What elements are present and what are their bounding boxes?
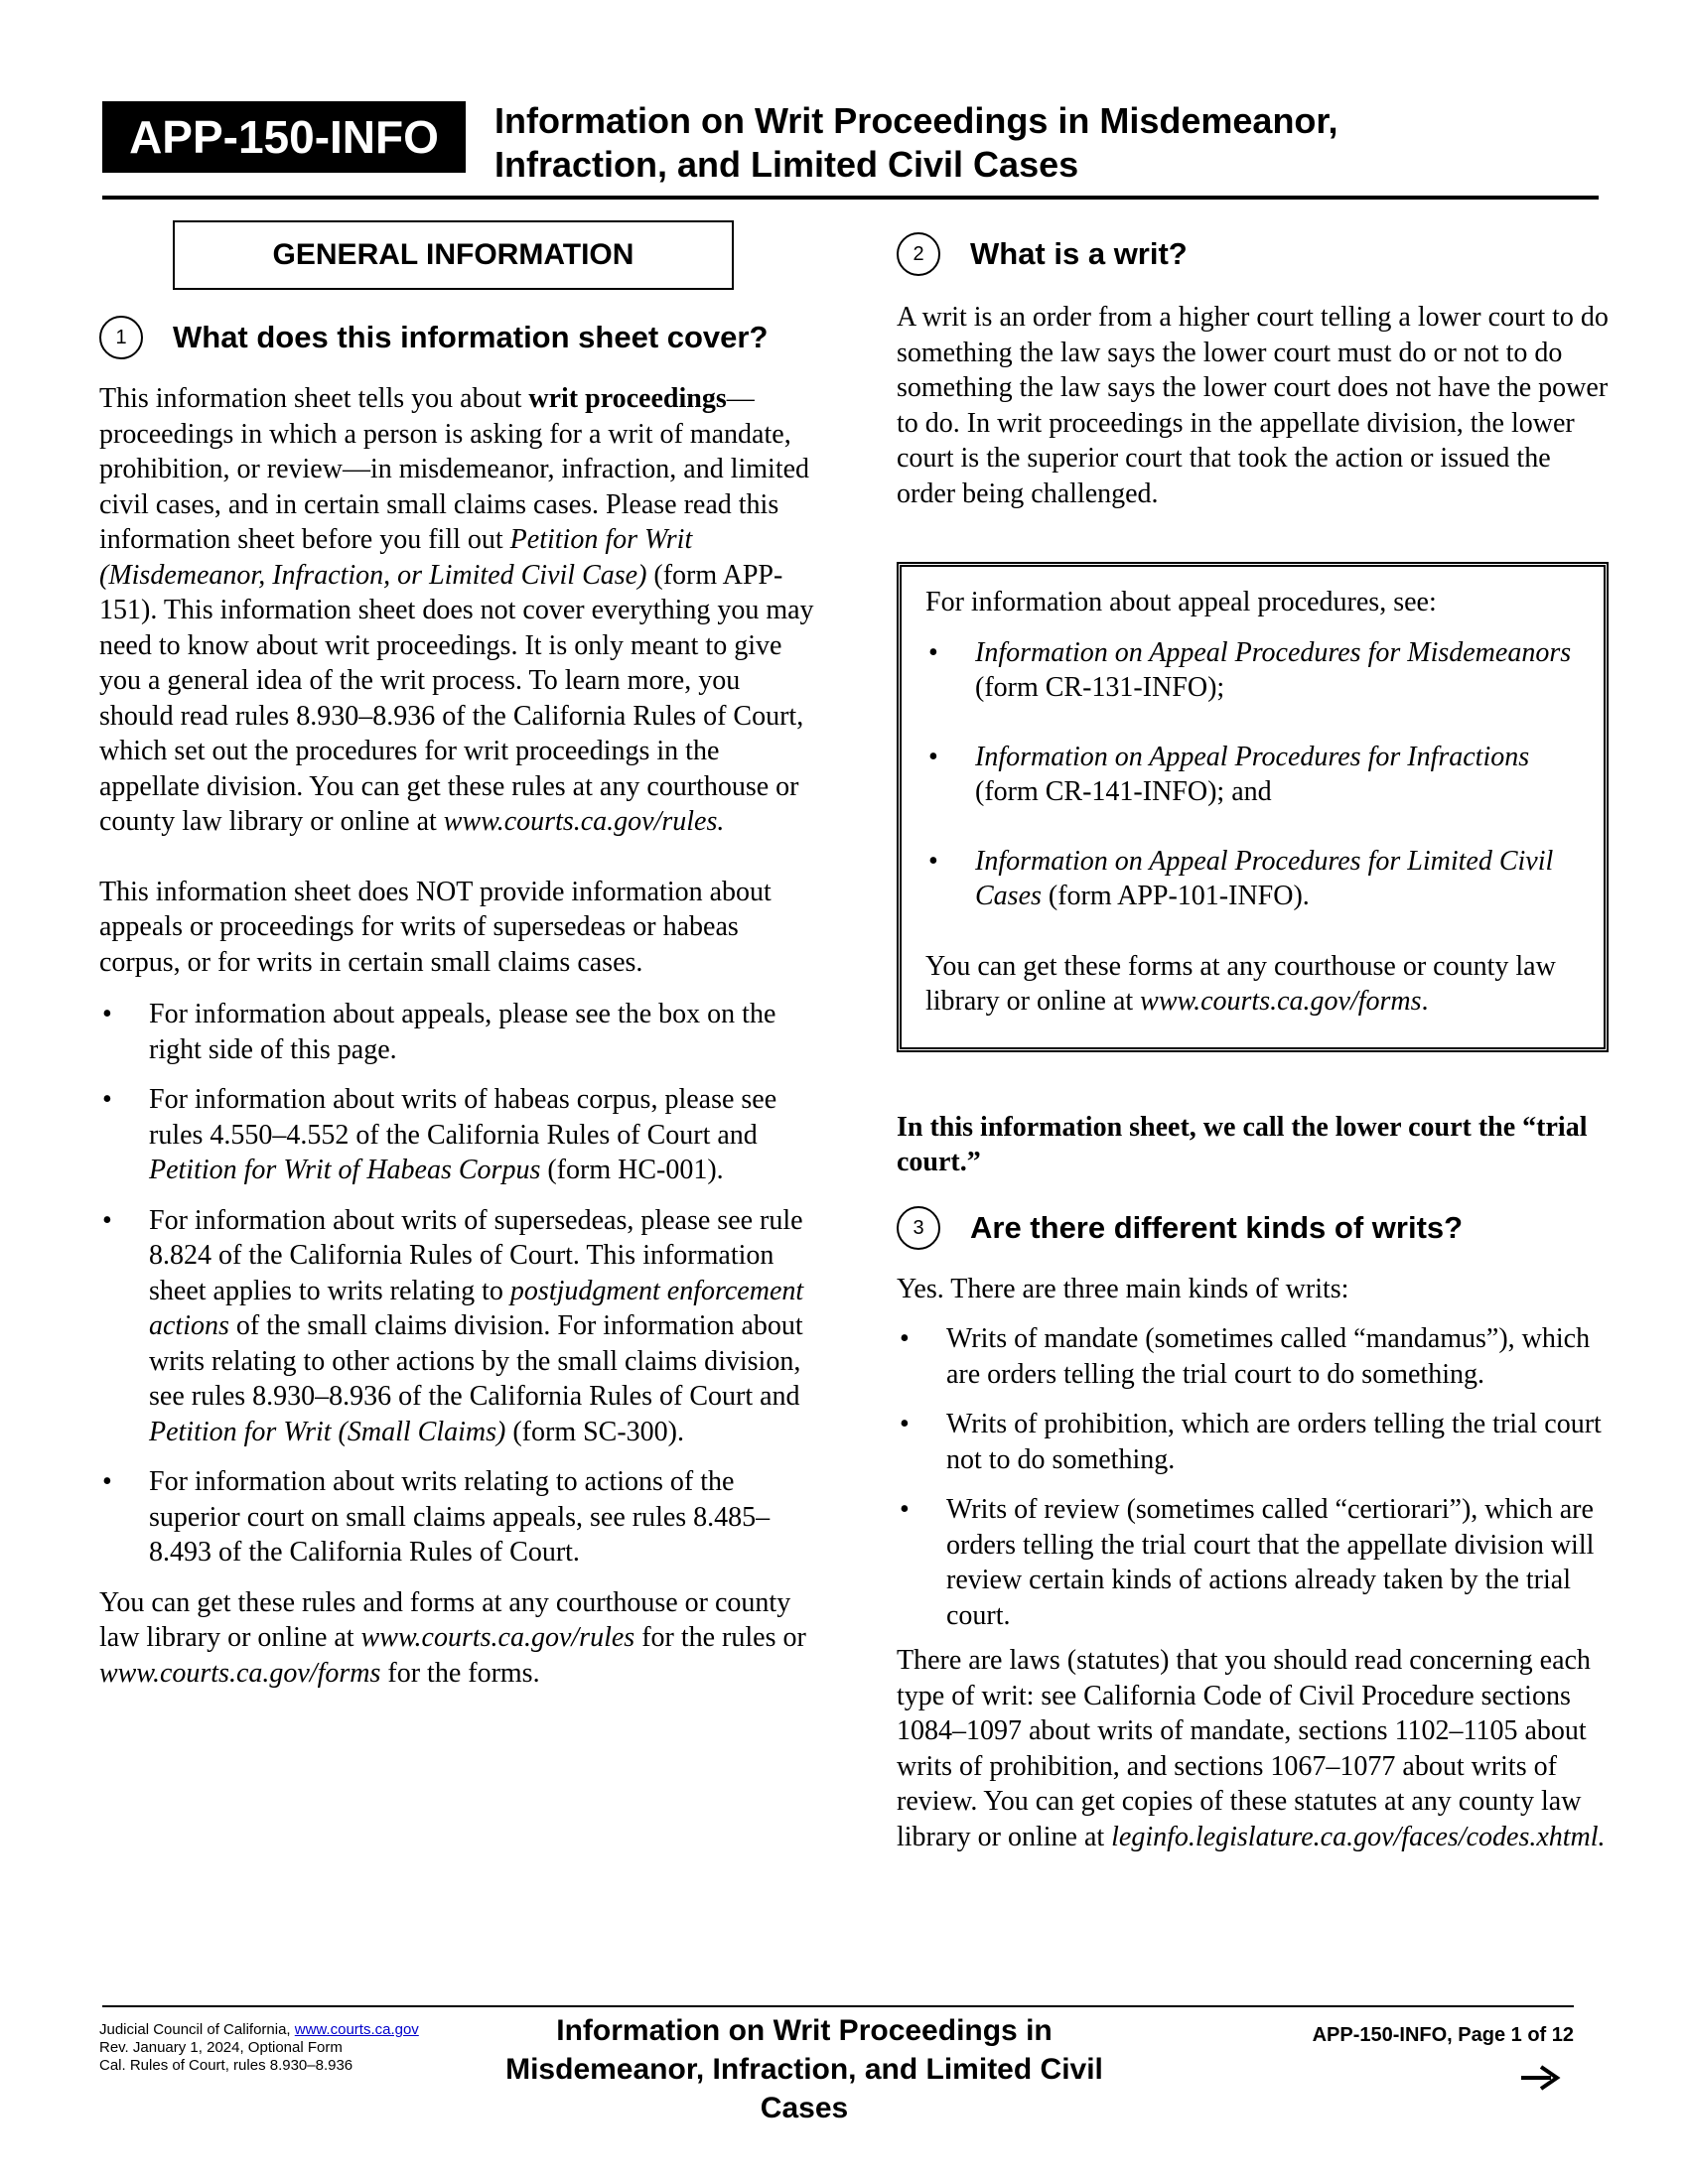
general-information-box: GENERAL INFORMATION bbox=[173, 220, 734, 290]
section-3-intro: Yes. There are three main kinds of writs: bbox=[897, 1273, 1349, 1304]
section-2-heading bbox=[897, 232, 1612, 276]
appeal-box-intro: For information about appeal procedures, see: bbox=[925, 587, 1437, 617]
section-3-number: 3 bbox=[897, 1206, 940, 1250]
left-column bbox=[99, 220, 814, 1691]
rules-link: www.courts.ca.gov/rules. bbox=[443, 806, 725, 837]
section-2-body bbox=[897, 300, 1612, 511]
section-1-paragraph-3: You can get these rules and forms at any courthouse or county law library or online at www.courts.ca.gov/rules for the rules or www.courts.ca.gov/forms for the forms. bbox=[99, 1586, 806, 1689]
right-column bbox=[897, 220, 1612, 1854]
list-item: • For information about writs relating to actions of the superior court on small claims appeals, see rules 8.485–8.493 of the California Rules of Court. bbox=[99, 1464, 814, 1570]
section-3-heading bbox=[897, 1206, 1612, 1250]
appeal-procedures-box bbox=[897, 562, 1609, 1052]
right-arrow-icon bbox=[1519, 2063, 1563, 2098]
courts-website-link[interactable]: www.courts.ca.gov bbox=[294, 2021, 419, 2038]
section-1-title: What does this information sheet cover? bbox=[173, 320, 769, 354]
list-item: • For information about writs of supersedeas, please see rule 8.824 of the California Rules of Court. This information sheet applies to writs relating to postjudgment enforcement actions of the small claims division. For information about writs relating to other actions by the small claims division, see rules 8.930–8.936 of the California Rules of Court and Petition for Writ (Small Claims) (form SC-300). bbox=[99, 1203, 814, 1450]
section-1-heading bbox=[99, 316, 814, 359]
section-1-number: 1 bbox=[99, 316, 143, 359]
section-1-paragraph-2: This information sheet does NOT provide information about appeals or proceedings for writs of supersedeas or habeas corpus, or for writs in certain small claims cases. bbox=[99, 876, 772, 978]
section-2-title: What is a writ? bbox=[970, 236, 1188, 271]
footer-title: Information on Writ Proceedings in Misdemeanor, Infraction, and Limited Civil Cases bbox=[505, 2014, 1103, 2124]
page-title bbox=[494, 99, 1587, 187]
list-item: • Writs of prohibition, which are orders telling the trial court not to do something. bbox=[897, 1407, 1612, 1477]
list-item: • For information about writs of habeas corpus, please see rules 4.550–4.552 of the California Rules of Court and Petition for Writ of Habeas Corpus (form HC-001). bbox=[99, 1082, 814, 1188]
trial-court-note: In this information sheet, we call the lower court the “trial court.” bbox=[897, 1111, 1588, 1177]
list-item: • Information on Appeal Procedures for Limited Civil Cases (form APP-101-INFO). bbox=[925, 844, 1582, 914]
list-item: • Writs of review (sometimes called “certiorari”), which are orders telling the trial court that the appellate division will review certain kinds of actions already taken by the trial court. bbox=[897, 1492, 1612, 1633]
section-3-title: Are there different kinds of writs? bbox=[970, 1209, 1464, 1245]
page-title-line-1: Information on Writ Proceedings in Misdemeanor, bbox=[494, 100, 1338, 141]
section-3-paragraph: There are laws (statutes) that you should read concerning each type of writ: see California Code of Civil Procedure sections 1084–1097 about writs of mandate, sections 1102–1105 about writs of prohibition, and sections 1067–1077 about writs of review. You can get copies of these statutes at any county law library or online at leginfo.legislature.ca.gov/faces/codes.xhtml. bbox=[897, 1645, 1606, 1852]
section-3-bullet-list bbox=[897, 1321, 1612, 1633]
section-2-number: 2 bbox=[897, 232, 940, 276]
page-number-label: APP-150-INFO, Page 1 of 12 bbox=[1312, 2024, 1574, 2046]
header-divider bbox=[102, 196, 1599, 200]
footer-rules: Cal. Rules of Court, rules 8.930–8.936 bbox=[99, 2057, 353, 2074]
list-item: • Information on Appeal Procedures for Infractions (form CR-141-INFO); and bbox=[925, 740, 1582, 810]
page-title-line-2: Infraction, and Limited Civil Cases bbox=[494, 144, 1079, 185]
footer-publisher-info: Judicial Council of California, www.courts.ca.gov Rev. January 1, 2024, Optional Form Cal. Rules of Court, rules 8.930–8.936 bbox=[99, 2021, 516, 2075]
footer-divider bbox=[102, 2005, 1574, 2007]
section-1-paragraph-1: This information sheet tells you about writ proceedings—proceedings in which a person is asking for a writ of mandate, prohibition, or review—in misdemeanor, infraction, and limited civil cases, and in certain small claims cases. Please read this information sheet before you fill out Petition for Writ (Misdemeanor, Infraction, or Limited Civil Case) (form APP-151). This information sheet does not cover everything you may need to know about writ proceedings. It is only meant to give you a general idea of the writ process. To learn more, you should read rules 8.930–8.936 of the California Rules of Court, which set out the procedures for writ proceedings in the appellate division. You can get these rules at any courthouse or county law library or online at www.courts.ca.gov/rules. bbox=[99, 383, 814, 837]
form-number-badge: APP-150-INFO bbox=[102, 101, 466, 173]
section-1-body bbox=[99, 381, 814, 980]
section-2-paragraph: A writ is an order from a higher court telling a lower court to do something the law says the lower court must do or not to do something the law says the lower court does not have the power to do. In writ proceedings in the appellate division, the lower court is the superior court that took the action or issued the order being challenged. bbox=[897, 302, 1609, 509]
section-1-bullet-list bbox=[99, 997, 814, 1570]
list-item: • Writs of mandate (sometimes called “mandamus”), which are orders telling the trial court to do something. bbox=[897, 1321, 1612, 1392]
appeal-box-outro: You can get these forms at any courthouse or county law library or online at www.courts.ca.gov/forms. bbox=[925, 950, 1556, 1017]
list-item: • For information about appeals, please see the box on the right side of this page. bbox=[99, 997, 814, 1067]
footer-revision: Rev. January 1, 2024, Optional Form bbox=[99, 2039, 343, 2056]
list-item: • Information on Appeal Procedures for Misdemeanors (form CR-131-INFO); bbox=[925, 635, 1582, 706]
appeal-forms-list bbox=[925, 635, 1582, 914]
